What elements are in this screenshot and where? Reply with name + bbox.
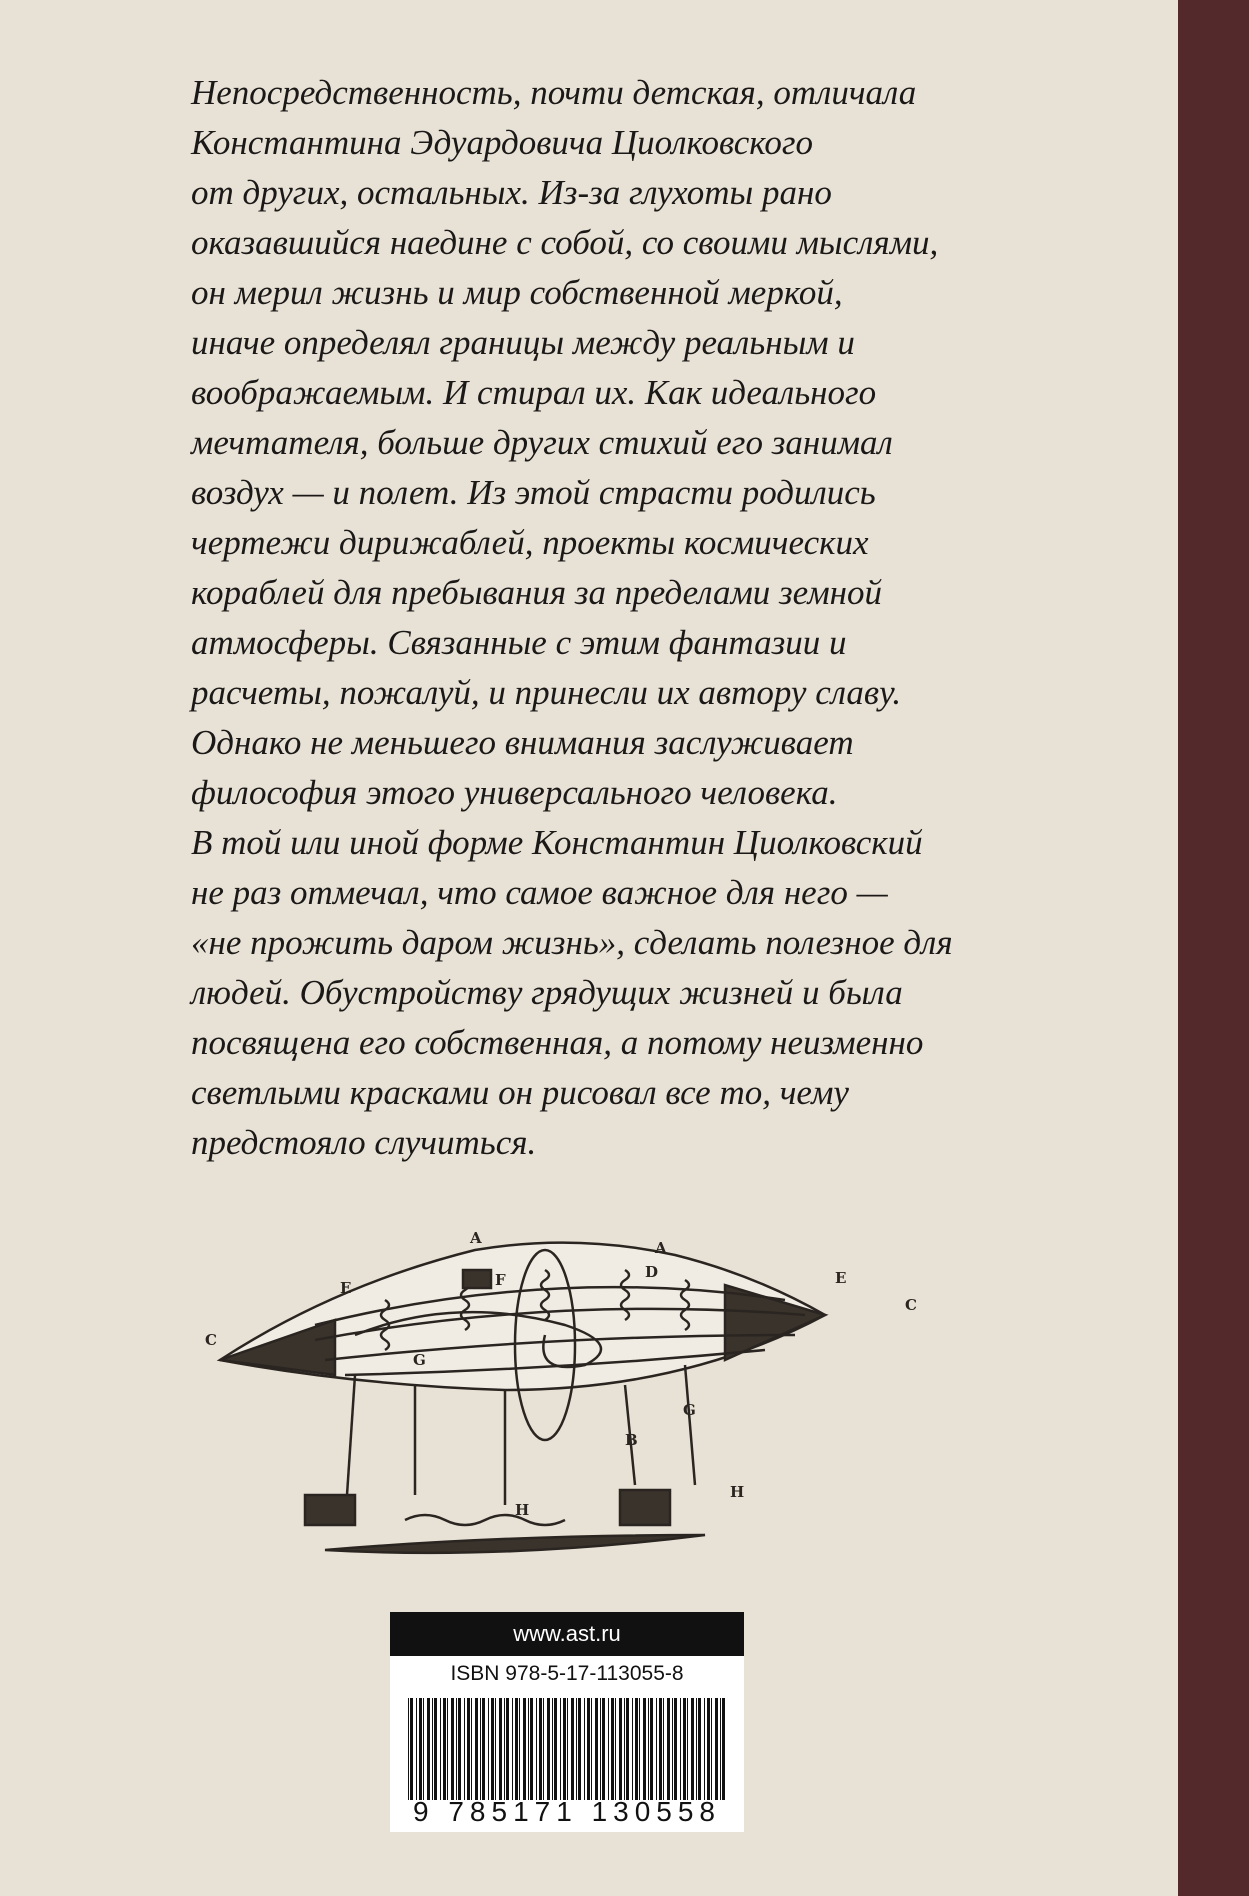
blurb-line: иначе определял границы между реальным и [191,323,855,362]
barcode-bar [722,1698,725,1800]
barcode-bar [530,1698,533,1800]
label-c-right: C [905,1296,917,1314]
barcode-bar [704,1698,705,1800]
barcode-bar [554,1698,557,1800]
blurb-line: Однако не меньшего внимания заслуживает [191,723,854,762]
blurb-line: светлыми красками он рисовал все то, чему [191,1073,849,1112]
barcode-bar [635,1698,638,1800]
barcode-bar [600,1698,601,1800]
barcode-bar [488,1698,489,1800]
blurb-line: он мерил жизнь и мир собственной меркой, [191,273,843,312]
label-e-right: E [835,1269,847,1287]
website-label: www.ast.ru [390,1612,744,1656]
barcode-bar [464,1698,465,1800]
barcode-bar [456,1698,457,1800]
barcode-bar [632,1698,633,1800]
barcode-bar [552,1698,553,1800]
barcode-bar [499,1698,502,1800]
barcode-bar [547,1698,550,1800]
barcode-bar [543,1698,544,1800]
barcode-bar [674,1698,677,1800]
barcode-bar [536,1698,537,1800]
barcode-bars [408,1698,726,1800]
barcode-bar [672,1698,673,1800]
back-cover-blurb [191,68,1091,1168]
barcode-bar [591,1698,592,1800]
label-h-right: H [730,1483,745,1501]
label-b: B [625,1431,638,1449]
blurb-line: Непосредственность, почти детская, отличала [191,73,917,112]
blurb-line: чертежи дирижаблей, проекты космических [191,523,869,562]
barcode-bar [416,1698,417,1800]
barcode-bar [523,1698,526,1800]
blurb-line: Константина Эдуардовича Циолковского [191,123,814,162]
blurb-line: мечтателя, больше других стихий его занимал [191,423,893,462]
barcode-digits: 9 785171 130558 [413,1796,721,1827]
barcode-bar [506,1698,509,1800]
label-d: D [645,1263,659,1281]
barcode-bar [619,1698,622,1800]
barcode-bar [659,1698,662,1800]
blurb-line: от других, остальных. Из-за глухоты рано [191,173,832,212]
barcode-bar [615,1698,616,1800]
blurb-line: В той или иной форме Константин Циолковский [191,823,923,862]
barcode-bar [720,1698,721,1800]
barcode-bar [410,1698,413,1800]
barcode-bar [443,1698,446,1800]
barcode-bar [595,1698,598,1800]
label-f: F [495,1271,506,1289]
blurb-line: «не прожить даром жизнь», сделать полезное для [191,923,953,962]
barcode-bar [504,1698,505,1800]
barcode-bar [567,1698,568,1800]
blurb-line: не раз отмечал, что самое важное для него — [191,873,888,912]
barcode-bar [491,1698,494,1800]
barcode-bar [643,1698,646,1800]
label-a-left: A [470,1229,482,1247]
barcode-bar [447,1698,448,1800]
barcode-bar [663,1698,664,1800]
barcode-bar [687,1698,688,1800]
barcode-bar [519,1698,520,1800]
blurb-line: воображаемым. И стирал их. Как идеального [191,373,877,412]
barcode-bar [458,1698,461,1800]
label-a-right: A [655,1239,667,1257]
barcode-bar [571,1698,574,1800]
barcode-bar [648,1698,649,1800]
barcode-bar [576,1698,577,1800]
barcode-bar [626,1698,629,1800]
blurb-line: философия этого универсального человека. [191,773,838,812]
label-g-left: G [413,1351,426,1369]
barcode-bar [656,1698,657,1800]
blurb-line: оказавшийся наедине с собой, со своими мыслями, [191,223,939,262]
barcode-bar [482,1698,485,1800]
blurb-line: посвящена его собственная, а потому неизменно [191,1023,924,1062]
barcode-bar [608,1698,609,1800]
barcode-bar [611,1698,614,1800]
airship-illustration [205,1225,945,1570]
barcode-bar [587,1698,590,1800]
barcode-bar [467,1698,470,1800]
label-c-left: C [205,1331,217,1349]
barcode-bar [427,1698,430,1800]
barcode-bar [696,1698,697,1800]
barcode-bar [528,1698,529,1800]
barcode-bar [650,1698,653,1800]
barcode-bar [560,1698,561,1800]
barcode-bar [624,1698,625,1800]
barcode-bar [419,1698,422,1800]
barcode-bar [667,1698,670,1800]
barcode-bar [480,1698,481,1800]
barcode-bar [495,1698,496,1800]
label-e-left: E [340,1279,352,1297]
barcode-bar [434,1698,437,1800]
barcode-bar [408,1698,409,1800]
barcode-bar [515,1698,518,1800]
label-g-right: G [683,1401,696,1419]
barcode-bar [512,1698,513,1800]
blurb-line: атмосферы. Связанные с этим фантазии и [191,623,847,662]
barcode-bar [602,1698,605,1800]
barcode-bar [639,1698,640,1800]
blurb-line: людей. Обустройству грядущих жизней и была [191,973,903,1012]
barcode-bar [715,1698,718,1800]
barcode-bar [423,1698,424,1800]
barcode-bar [563,1698,566,1800]
label-h-left: H [515,1501,530,1519]
isbn-label: ISBN 978-5-17-113055-8 [450,1662,684,1685]
barcode-bar [584,1698,585,1800]
barcode-bar [680,1698,681,1800]
barcode-bar [578,1698,581,1800]
spine-strip [1178,0,1249,1896]
barcode-bar [711,1698,712,1800]
blurb-line: кораблей для пребывания за пределами земной [191,573,883,612]
barcode-bar [451,1698,454,1800]
barcode-bar [698,1698,701,1800]
barcode-bar [432,1698,433,1800]
blurb-line: воздух — и полет. Из этой страсти родились [191,473,876,512]
blurb-line: предстояло случиться. [191,1123,537,1162]
barcode-bar [707,1698,710,1800]
barcode-bar [539,1698,542,1800]
barcode-bar [471,1698,472,1800]
barcode-bar [691,1698,694,1800]
barcode-bar [683,1698,686,1800]
barcode-bar [475,1698,478,1800]
barcode-block [390,1612,744,1832]
blurb-line: расчеты, пожалуй, и принесли их автору славу. [191,673,902,712]
barcode-bar [440,1698,441,1800]
